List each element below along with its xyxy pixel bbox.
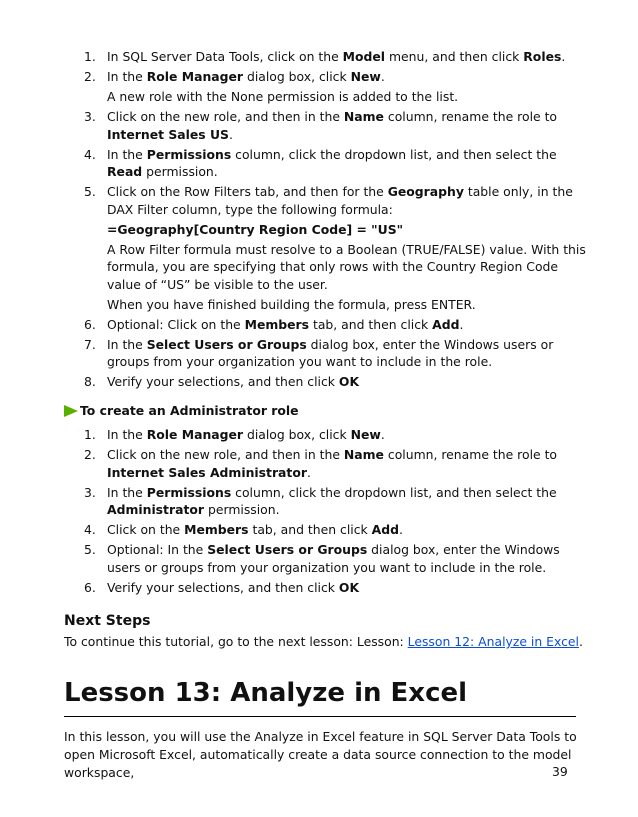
- step-number: 6.: [84, 579, 96, 595]
- list-item: [0, 521, 638, 539]
- lesson-paragraph: In this lesson, you will use the Analyze in Excel feature in SQL Server Data Tools to open Microsoft Excel, automatically create a data source connection to the model workspace,: [64, 729, 577, 780]
- step-emphasis: New: [350, 69, 381, 84]
- step-text: Optional: In the: [107, 542, 208, 557]
- step-emphasis: Add: [432, 316, 460, 332]
- next-steps-text: To continue this tutorial, go to the next lesson: Lesson:: [64, 634, 408, 649]
- step-text: .: [306, 464, 311, 480]
- step-text: Click on the: [107, 522, 185, 537]
- step-text: Click on the new role, and then in the: [107, 109, 344, 124]
- list-item: [0, 316, 638, 334]
- step-number: 5.: [84, 542, 96, 557]
- step-text: In SQL Server Data Tools, click on the: [107, 49, 343, 64]
- step-emphasis: Members: [184, 522, 249, 537]
- step-text: permission.: [142, 164, 218, 179]
- step-number: 3.: [84, 109, 96, 124]
- step-number: 2.: [84, 447, 96, 462]
- page-number: 39: [552, 764, 568, 779]
- step-text: tab, and then click: [248, 522, 372, 537]
- step-emphasis: Administrator: [107, 502, 205, 517]
- step-number: 4.: [84, 146, 96, 162]
- step-text: dialog box, click: [243, 427, 351, 442]
- step-text: .: [380, 69, 385, 84]
- step-text: .: [561, 49, 566, 64]
- next-steps-paragraph: [64, 634, 583, 649]
- step-number: 4.: [84, 522, 96, 537]
- step-text: .: [459, 316, 464, 332]
- step-text: dialog box, enter the Windows users or groups from your organization you want to include in the role.: [107, 542, 560, 575]
- step-text: In the: [107, 427, 147, 442]
- step-text: Click on the new role, and then in the: [107, 447, 344, 462]
- list-item: [0, 426, 638, 444]
- step-text: Click on the Row Filters tab, and then for the: [107, 184, 388, 199]
- step-text: In the: [107, 484, 147, 500]
- step-text: permission.: [204, 502, 280, 517]
- next-steps-heading: Next Steps: [64, 613, 151, 629]
- step-emphasis: OK: [338, 579, 360, 595]
- step-text: .: [399, 522, 403, 537]
- step-emphasis: Read: [107, 164, 143, 179]
- step-text: Verify your selections, and then click: [107, 374, 339, 389]
- step-text: tab, and then click: [309, 316, 433, 332]
- step-number: 1.: [84, 49, 96, 64]
- step-emphasis: Permissions: [146, 484, 232, 500]
- step-number: 1.: [84, 427, 96, 442]
- step-text: .: [380, 427, 385, 442]
- step-text: column, rename the role to: [383, 109, 558, 124]
- step-emphasis: OK: [338, 374, 360, 389]
- step-text: column, click the dropdown list, and then select the: [231, 484, 557, 500]
- step-text: In the: [107, 336, 147, 352]
- list-item: [0, 446, 638, 481]
- step-text: Verify your selections, and then click: [107, 579, 339, 595]
- step-note: A Row Filter formula must resolve to a Boolean (TRUE/FALSE) value. With this formula, you are specifying that only rows with the Country Region Code value of “US” be visible to the user.: [107, 241, 586, 292]
- step-number: 5.: [84, 184, 96, 199]
- arrow-icon: [64, 405, 78, 417]
- step-emphasis: Add: [371, 522, 399, 537]
- list-item: [0, 579, 638, 597]
- step-emphasis: Name: [343, 109, 384, 124]
- list-item: [0, 48, 638, 66]
- role-steps-list: [0, 48, 638, 393]
- next-steps-after: .: [578, 634, 583, 649]
- step-text: table only, in the DAX Filter column, type the following formula:: [107, 184, 573, 217]
- step-text: column, rename the role to: [383, 447, 558, 462]
- step-emphasis: Internet Sales US: [107, 126, 229, 142]
- step-emphasis: Select Users or Groups: [146, 336, 307, 352]
- step-text: column, click the dropdown list, and then select the: [231, 146, 557, 162]
- step-emphasis: New: [350, 427, 381, 442]
- step-emphasis: Members: [244, 316, 310, 332]
- list-item: [0, 484, 638, 519]
- procedure-title: To create an Administrator role: [80, 403, 299, 418]
- list-item: [0, 108, 638, 143]
- step-note: When you have finished building the formula, press ENTER.: [107, 296, 476, 312]
- list-item: [0, 68, 638, 106]
- step-number: 2.: [84, 69, 96, 84]
- step-text: dialog box, click: [243, 69, 351, 84]
- step-emphasis: Internet Sales Administrator: [107, 464, 307, 480]
- step-emphasis: Role Manager: [146, 69, 244, 84]
- step-emphasis: Geography: [387, 184, 464, 199]
- admin-steps-list: [0, 426, 638, 599]
- step-text: In the: [107, 69, 147, 84]
- step-text: .: [228, 126, 233, 142]
- step-emphasis: Name: [343, 447, 384, 462]
- step-note: A new role with the None permission is added to the list.: [107, 89, 459, 104]
- step-number: 7.: [84, 336, 96, 352]
- list-item: [0, 183, 638, 313]
- step-text: dialog box, enter the Windows users or groups from your organization you want to include in the role.: [107, 336, 554, 369]
- step-number: 3.: [84, 484, 96, 500]
- list-item: [0, 146, 638, 181]
- step-emphasis: Permissions: [146, 146, 232, 162]
- heading-rule: [64, 716, 576, 717]
- step-text: menu, and then click: [385, 49, 524, 64]
- procedure-heading: [64, 403, 299, 418]
- step-emphasis: Role Manager: [146, 427, 244, 442]
- step-emphasis: Select Users or Groups: [207, 542, 368, 557]
- list-item: [0, 373, 638, 391]
- step-number: 8.: [84, 374, 96, 389]
- list-item: [0, 541, 638, 576]
- step-text: In the: [107, 146, 147, 162]
- dax-formula: =Geography[Country Region Code] = "US": [107, 221, 404, 237]
- step-text: Optional: Click on the: [107, 316, 245, 332]
- lesson-heading: Lesson 13: Analyze in Excel: [64, 678, 468, 708]
- step-number: 6.: [84, 316, 96, 332]
- step-emphasis: Model: [342, 49, 386, 64]
- next-lesson-link[interactable]: Lesson 12: Analyze in Excel: [407, 634, 579, 649]
- list-item: [0, 336, 638, 371]
- step-emphasis: Roles: [523, 49, 562, 64]
